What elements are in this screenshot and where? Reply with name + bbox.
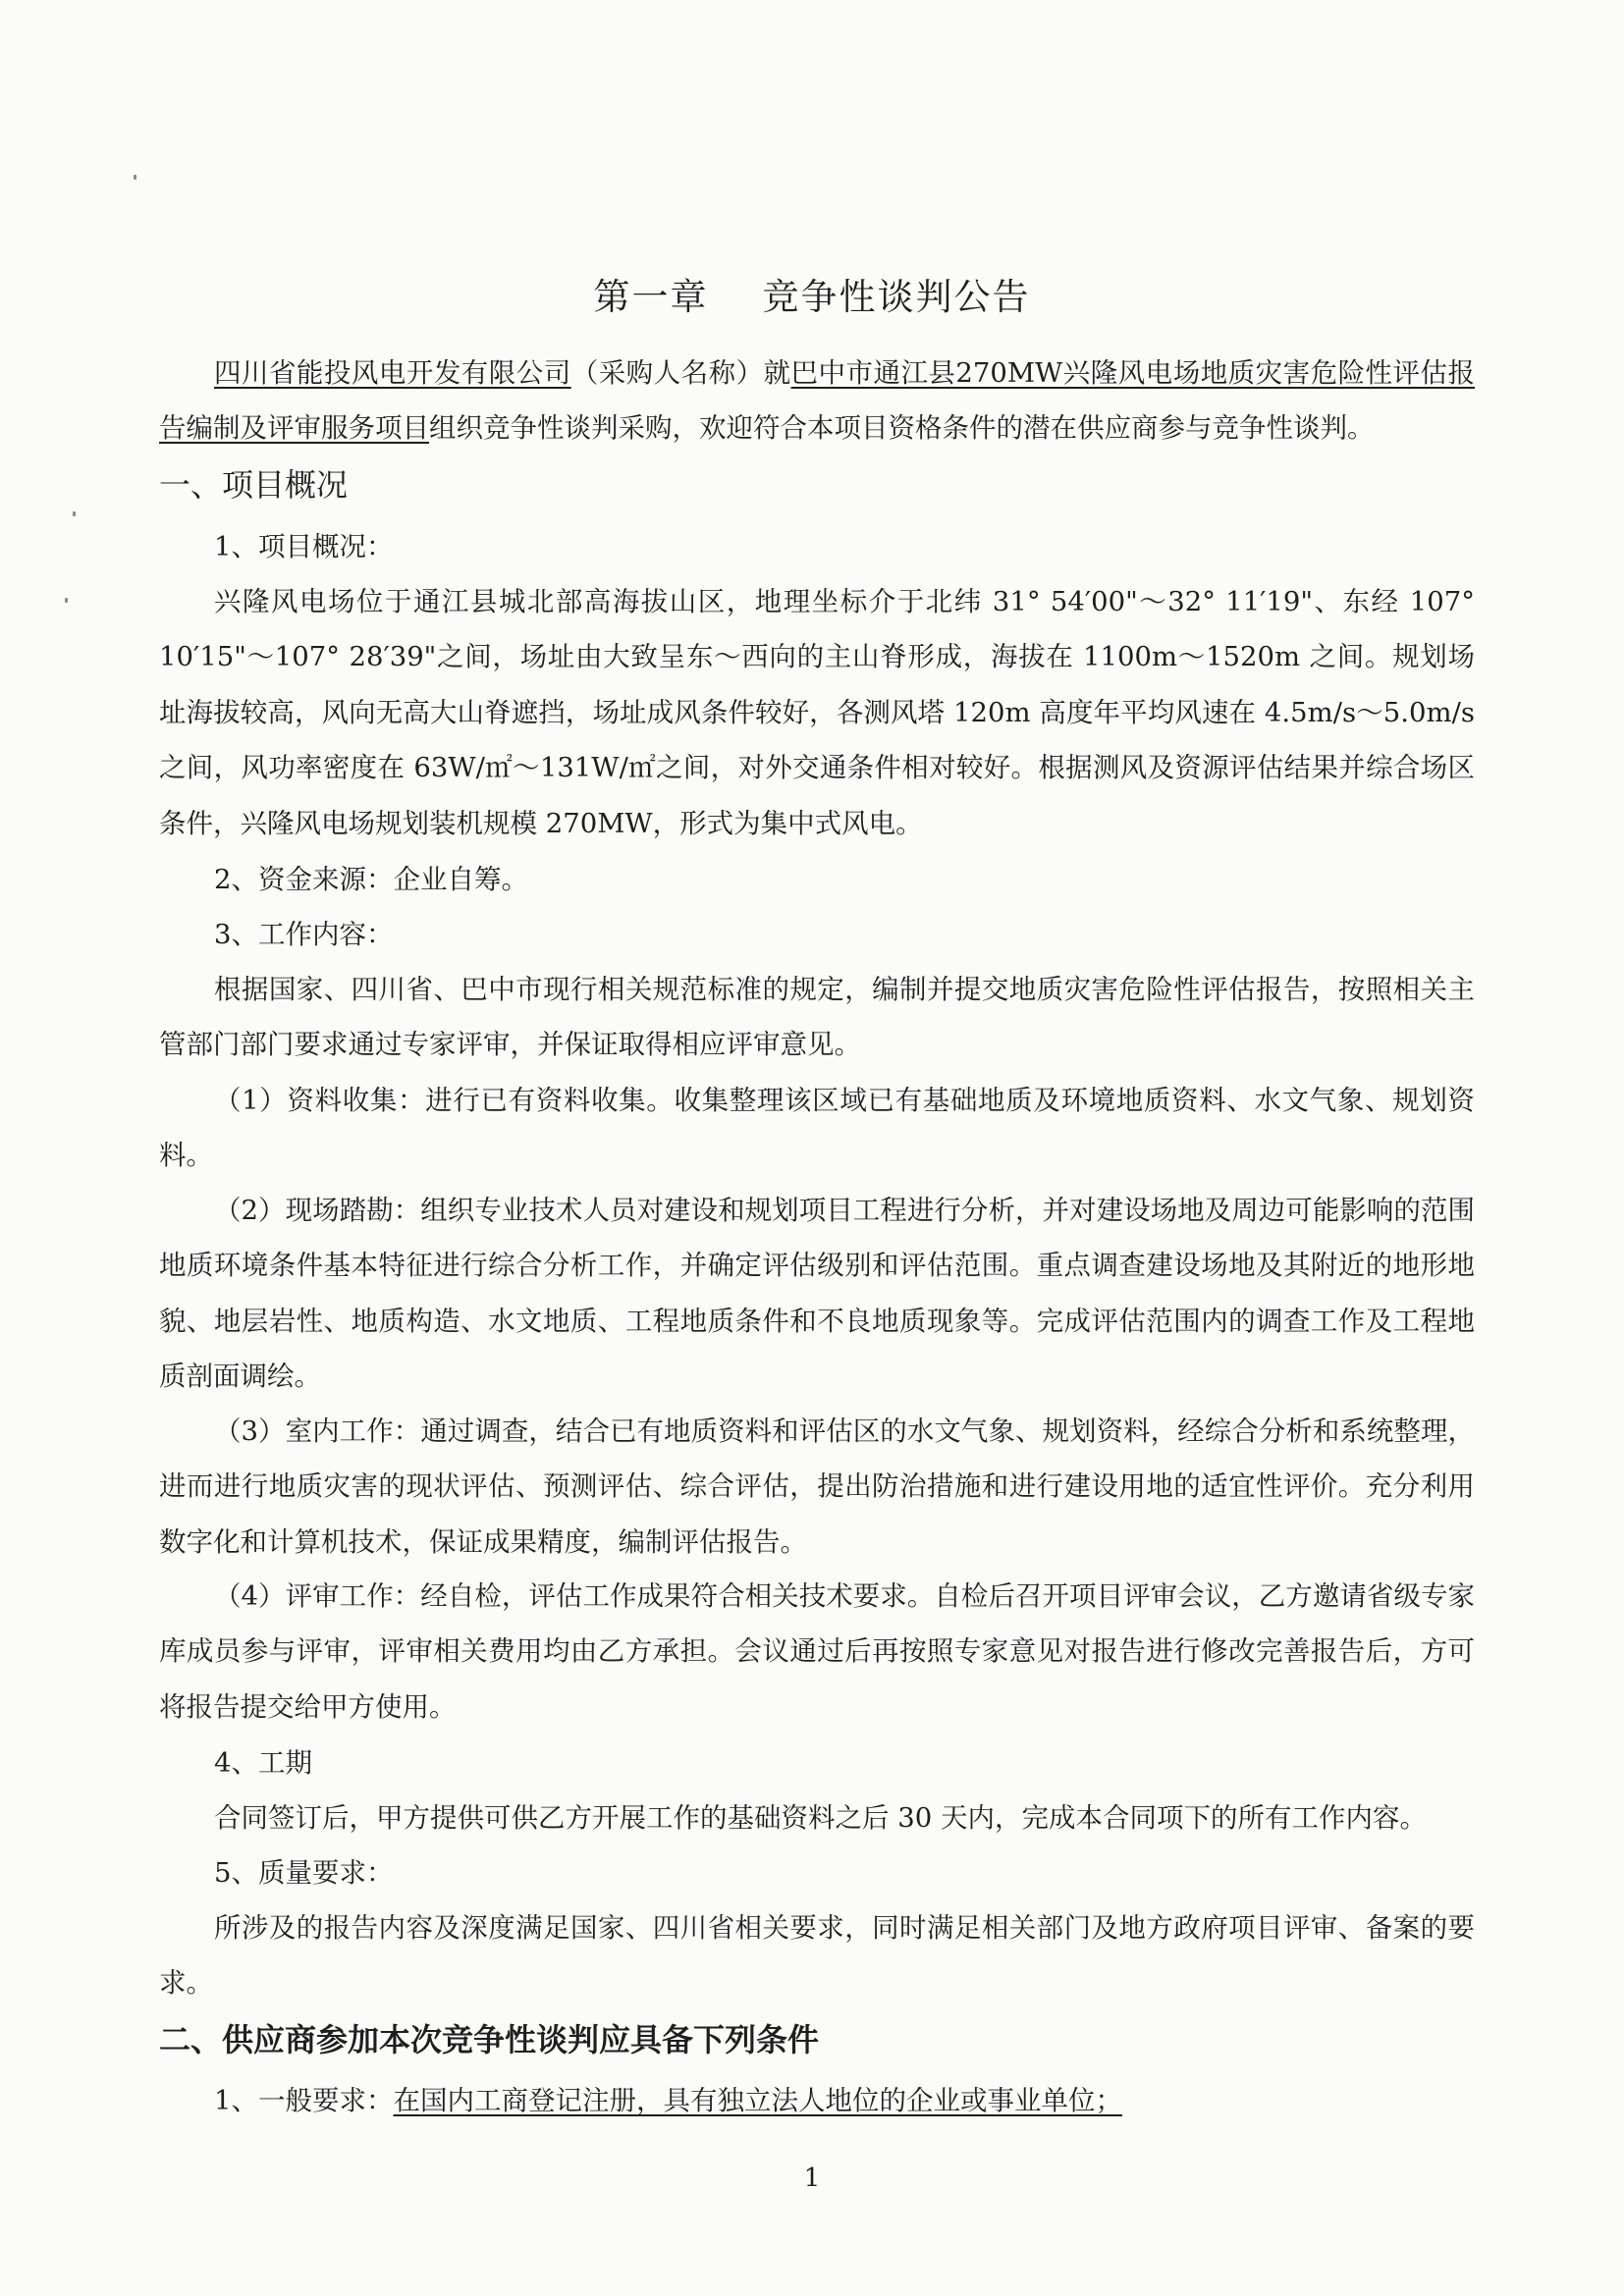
item-1-label: 1、项目概况： — [214, 531, 394, 562]
purchaser-name: 四川省能投风电开发有限公司 — [214, 357, 571, 389]
purchaser-note: （采购人名称）就 — [570, 357, 791, 389]
general-requirement-label: 1、一般要求： — [214, 2085, 394, 2116]
work-item-3: （3）室内工作：通过调查，结合已有地质资料和评估区的水文气象、规划资料，经综合分析和系统整理，进而进行地质灾害的现状评估、预测评估、综合评估，提出防治措施和进行建设用地的适宜性评价。充分利用数字化和计算机技术，保证成果精度，编制评估报告。 — [159, 1415, 1475, 1558]
item-5-label: 5、质量要求： — [214, 1857, 394, 1889]
section-2-heading: 二、供应商参加本次竞争性谈判应具备下列条件 — [159, 2021, 820, 2058]
project-name: 巴中市通江县270MW兴隆风电场地质灾害危险性评估报告编制及评审服务项目 — [159, 357, 1475, 445]
work-item-1: （1）资料收集：进行已有资料收集。收集整理该区域已有基础地质及环境地质资料、水文气象、规划资料。 — [159, 1085, 1475, 1172]
scan-speck — [134, 175, 136, 180]
intro-paragraph — [159, 346, 1475, 456]
work-item-2: （2）现场踏勘：组织专业技术人员对建设和规划项目工程进行分析，并对建设场地及周边可能影响的范围地质环境条件基本特征进行综合分析工作，并确定评估级别和评估范围。重点调查建设场地及其附近的地形地貌、地层岩性、地质构造、水文地质、工程地质条件和不良地质现象等。完成评估范围内的调查工作及工程地质剖面调绘。 — [159, 1195, 1475, 1393]
work-item-4: （4）评审工作：经自检，评估工作成果符合相关技术要求。自检后召开项目评审会议，乙方邀请省级专家库成员参与评审，评审相关费用均由乙方承担。会议通过后再按照专家意见对报告进行修改完善报告后，方可将报告提交给甲方使用。 — [159, 1580, 1475, 1723]
funding-source: 2、资金来源：企业自筹。 — [214, 864, 528, 895]
item-4-label: 4、工期 — [214, 1747, 312, 1779]
general-requirement — [159, 2073, 1475, 2128]
project-overview-text: 兴隆风电场位于通江县城北部高海拔山区，地理坐标介于北纬 31° 54′00"～32° 11′19"、东经 107° 10′15"～107° 28′39"之间，场址由大致呈东～西向的主山脊形成，海拔在 1100m～1520m 之间。规划场址海拔较高，风向无高大山脊遮挡，场址成风条件较好，各测风塔 120m 高度年平均风速在 4.5m/s～5.0m/s 之间，风功率密度在 63W/㎡～131W/㎡之间，对外交通条件相对较好。根据测风及资源评估结果并综合场区条件，兴隆风电场规划装机规模 270MW，形式为集中式风电。 — [159, 586, 1475, 839]
work-content-text: 根据国家、四川省、巴中市现行相关规范标准的规定，编制并提交地质灾害危险性评估报告，按照相关主管部门部门要求通过专家评审，并保证取得相应评审意见。 — [159, 974, 1475, 1061]
page-number: 1 — [803, 2163, 821, 2193]
item-3-label: 3、工作内容： — [214, 919, 394, 950]
quality-text: 所涉及的报告内容及深度满足国家、四川省相关要求，同时满足相关部门及地方政府项目评审、备案的要求。 — [159, 1912, 1475, 2000]
intro-tail: 组织竞争性谈判采购，欢迎符合本项目资格条件的潜在供应商参与竞争性谈判。 — [429, 412, 1375, 445]
section-1-heading: 一、项目概况 — [159, 466, 349, 504]
schedule-text: 合同签订后，甲方提供可供乙方开展工作的基础资料之后 30 天内，完成本合同项下的所有工作内容。 — [214, 1802, 1427, 1834]
scan-speck — [65, 598, 68, 603]
scan-speck — [73, 511, 76, 516]
chapter-title: 第一章 竞争性谈判公告 — [593, 276, 1031, 318]
general-requirement-text: 在国内工商登记注册，具有独立法人地位的企业或事业单位； — [393, 2085, 1122, 2116]
